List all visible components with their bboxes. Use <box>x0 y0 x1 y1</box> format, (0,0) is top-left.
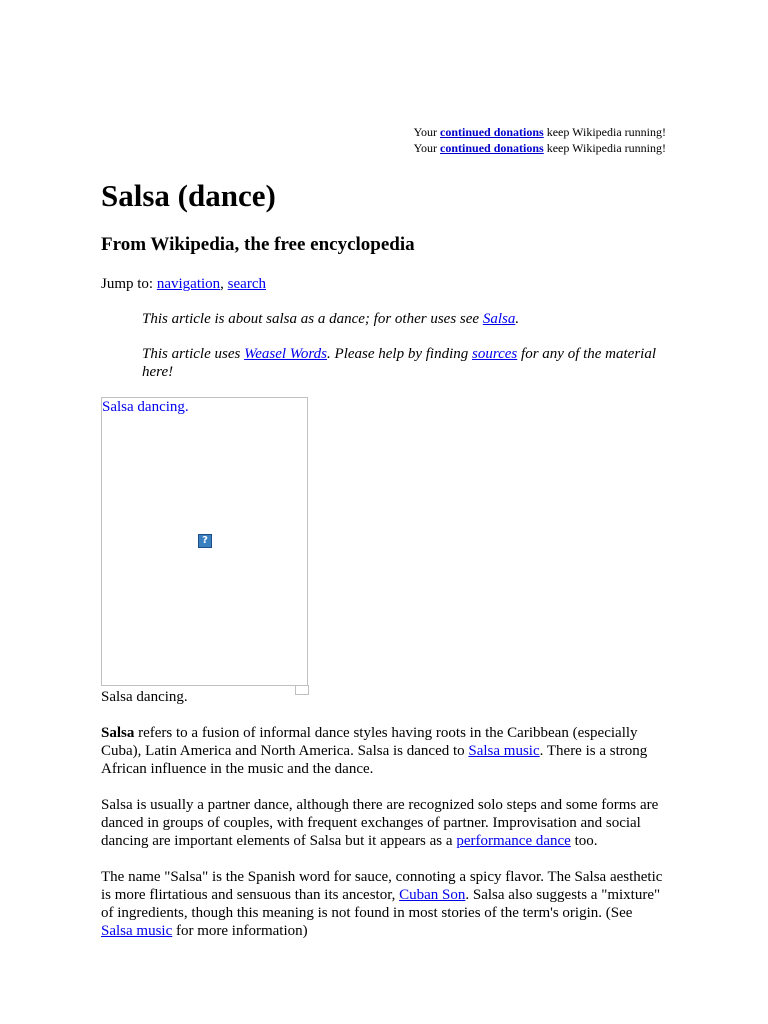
paragraph-name-origin <box>101 868 666 940</box>
dablink-text: for any of the material here! <box>142 346 657 380</box>
sources-link[interactable]: sources <box>472 346 518 362</box>
page-tagline: From Wikipedia, the free encyclopedia <box>101 234 415 255</box>
cuban-son-link[interactable]: Cuban Son <box>399 887 466 903</box>
disambiguation-note <box>142 310 666 328</box>
paragraph-text: . Salsa also suggests a "mixture" of ingredients, though this meaning is not found in most stories of the term's origin. (See <box>101 887 661 921</box>
article-content <box>101 176 666 940</box>
site-notice-line <box>414 124 666 140</box>
notice-prefix: Your <box>413 141 441 155</box>
notice-suffix: keep Wikipedia running! <box>543 141 666 155</box>
thumbnail-caption: Salsa dancing. <box>101 689 188 705</box>
site-notice <box>414 124 666 156</box>
broken-image-icon: ? <box>198 534 212 548</box>
jump-navigation-link[interactable]: navigation <box>156 276 221 292</box>
paragraph-text: for more information) <box>172 923 308 939</box>
jump-search-link[interactable]: search <box>227 276 266 292</box>
paragraph-text: too. <box>570 833 598 849</box>
dablink-text: . Please help by finding <box>327 346 472 362</box>
dablink-text: . <box>515 311 520 327</box>
paragraph-partner-dance <box>101 796 666 850</box>
paragraph-intro <box>101 724 666 778</box>
thumbnail-image[interactable] <box>101 397 308 686</box>
paragraph-text: . There is a strong African influence in the music and the dance. <box>101 743 648 777</box>
dablink-text: This article is about salsa as a dance; for other uses see <box>142 311 483 327</box>
jump-to-links <box>101 275 666 293</box>
salsa-music-link[interactable]: Salsa music <box>468 743 540 759</box>
bold-term: Salsa <box>101 725 135 741</box>
paragraph-text: refers to a fusion of informal dance styles having roots in the Caribbean (especially Cuba), Latin America and North America. Salsa is danced to <box>101 725 638 759</box>
paragraph-text: Salsa is usually a partner dance, although there are recognized solo steps and some forms are danced in groups of couples, with frequent exchanges of partner. Improvisation and social dancing are important elements of Salsa but it appears as a <box>101 797 659 849</box>
continued-donations-link[interactable]: continued donations <box>440 125 544 139</box>
notice-suffix: keep Wikipedia running! <box>543 125 666 139</box>
notice-prefix: Your <box>413 125 441 139</box>
thumbnail-alt-text: Salsa dancing. <box>102 399 189 415</box>
continued-donations-link[interactable]: continued donations <box>440 141 544 155</box>
dablink-text: This article uses <box>142 346 245 362</box>
salsa-disambiguation-link[interactable]: Salsa <box>482 311 516 327</box>
performance-dance-link[interactable]: performance dance <box>456 833 571 849</box>
salsa-music-link[interactable]: Salsa music <box>101 923 173 939</box>
site-notice-line <box>414 140 666 156</box>
jump-separator: , <box>220 276 228 292</box>
page-title: Salsa (dance) <box>101 178 276 213</box>
magnify-icon[interactable] <box>295 685 309 695</box>
jump-label: Jump to: <box>101 276 157 292</box>
paragraph-text: The name "Salsa" is the Spanish word for sauce, connoting a spicy flavor. The Salsa aesthetic is more flirtatious and sensuous than its ancestor, <box>101 869 663 903</box>
weasel-words-link[interactable]: Weasel Words <box>244 346 328 362</box>
weasel-words-note <box>142 345 666 381</box>
